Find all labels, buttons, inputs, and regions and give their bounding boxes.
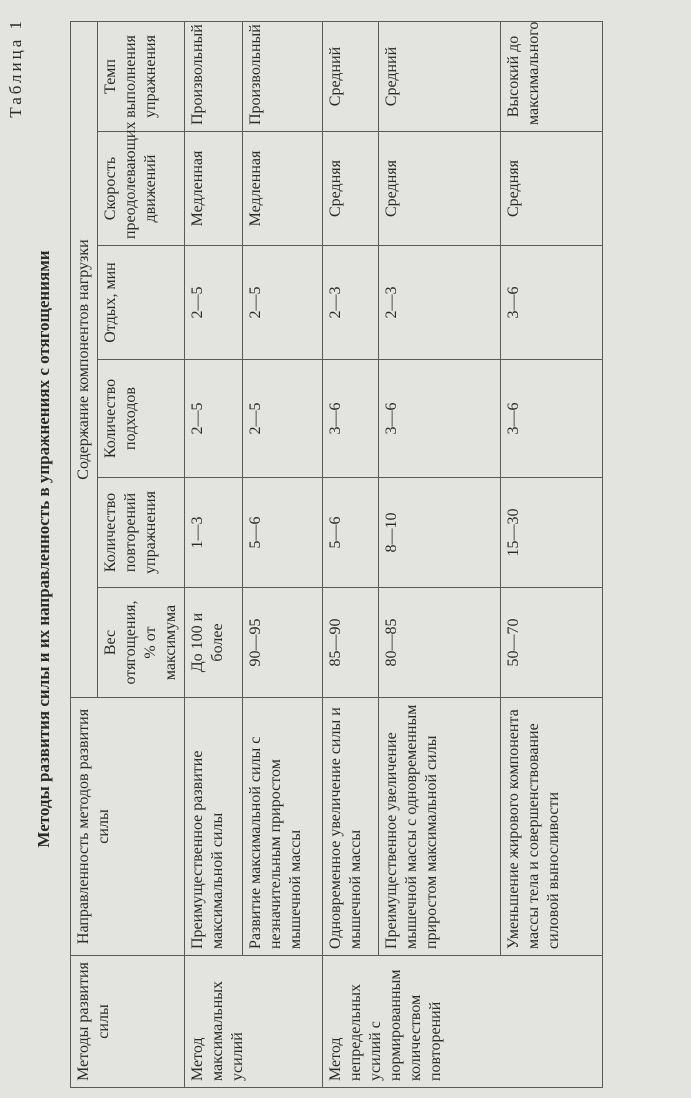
- header-rest: Отдых, мин: [98, 246, 185, 360]
- speed-cell: Средняя: [323, 132, 379, 246]
- sets-cell: 2—5: [243, 360, 323, 478]
- reps-cell: 1—3: [185, 478, 243, 588]
- tempo-cell: Высокий до максимального: [501, 21, 603, 131]
- strength-methods-table: [70, 21, 603, 1088]
- weight-cell: 90—95: [243, 588, 323, 698]
- header-tempo: Темп выполнения упражнения: [98, 21, 185, 131]
- speed-cell: Медленная: [185, 132, 243, 246]
- tempo-cell: Произвольный: [185, 21, 243, 131]
- header-weight: Вес отягощения, % от максимума: [98, 588, 185, 698]
- direction-cell: Преимущественное увеличение мышечной массы с одновременным приростом максимальной силы: [379, 698, 501, 956]
- sets-cell: 3—6: [501, 360, 603, 478]
- header-load-components: Содержание компонентов нагрузки: [71, 21, 98, 697]
- header-reps: Количество повторений упражнения: [98, 478, 185, 588]
- rest-cell: 2—5: [185, 246, 243, 360]
- weight-cell: До 100 и более: [185, 588, 243, 698]
- reps-cell: 5—6: [323, 478, 379, 588]
- tempo-cell: Средний: [323, 21, 379, 131]
- sets-cell: 3—6: [323, 360, 379, 478]
- direction-cell: Уменьшение жирового компонента массы тела и совершенствование силовой выносливости: [501, 698, 603, 956]
- weight-cell: 80—85: [379, 588, 501, 698]
- table-label: Таблица 1: [6, 18, 25, 118]
- speed-cell: Медленная: [243, 132, 323, 246]
- direction-cell: Развитие максимальной силы с незначительным приростом мышечной массы: [243, 698, 323, 956]
- table-row: [323, 21, 379, 1087]
- speed-cell: Средняя: [501, 132, 603, 246]
- header-row-top: [71, 21, 98, 1087]
- table-row: [379, 21, 501, 1087]
- header-direction: Направленность методов развития силы: [71, 698, 185, 956]
- table-title: Методы развития силы и их направленность в упражнениях с отягощениями: [34, 250, 53, 848]
- reps-cell: 8—10: [379, 478, 501, 588]
- rest-cell: 2—3: [379, 246, 501, 360]
- method-cell: Метод максимальных усилий: [185, 956, 323, 1088]
- method-cell: Метод непредельных усилий с нормированным количеством повторений: [323, 956, 603, 1088]
- reps-cell: 15—30: [501, 478, 603, 588]
- rest-cell: 2—5: [243, 246, 323, 360]
- sets-cell: 3—6: [379, 360, 501, 478]
- table-row: [243, 21, 323, 1087]
- reps-cell: 5—6: [243, 478, 323, 588]
- header-sets: Количество подходов: [98, 360, 185, 478]
- weight-cell: 85—90: [323, 588, 379, 698]
- direction-cell: Преимущественное развитие максимальной силы: [185, 698, 243, 956]
- weight-cell: 50—70: [501, 588, 603, 698]
- table-row: [501, 21, 603, 1087]
- header-method: Методы развития силы: [71, 956, 185, 1088]
- direction-cell: Одновременное увеличение силы и мышечной массы: [323, 698, 379, 956]
- speed-cell: Средняя: [379, 132, 501, 246]
- sets-cell: 2—5: [185, 360, 243, 478]
- rest-cell: 3—6: [501, 246, 603, 360]
- rest-cell: 2—3: [323, 246, 379, 360]
- table-row: [185, 21, 243, 1087]
- tempo-cell: Произвольный: [243, 21, 323, 131]
- tempo-cell: Средний: [379, 21, 501, 131]
- header-speed: Скорость преодолевающих движений: [98, 132, 185, 246]
